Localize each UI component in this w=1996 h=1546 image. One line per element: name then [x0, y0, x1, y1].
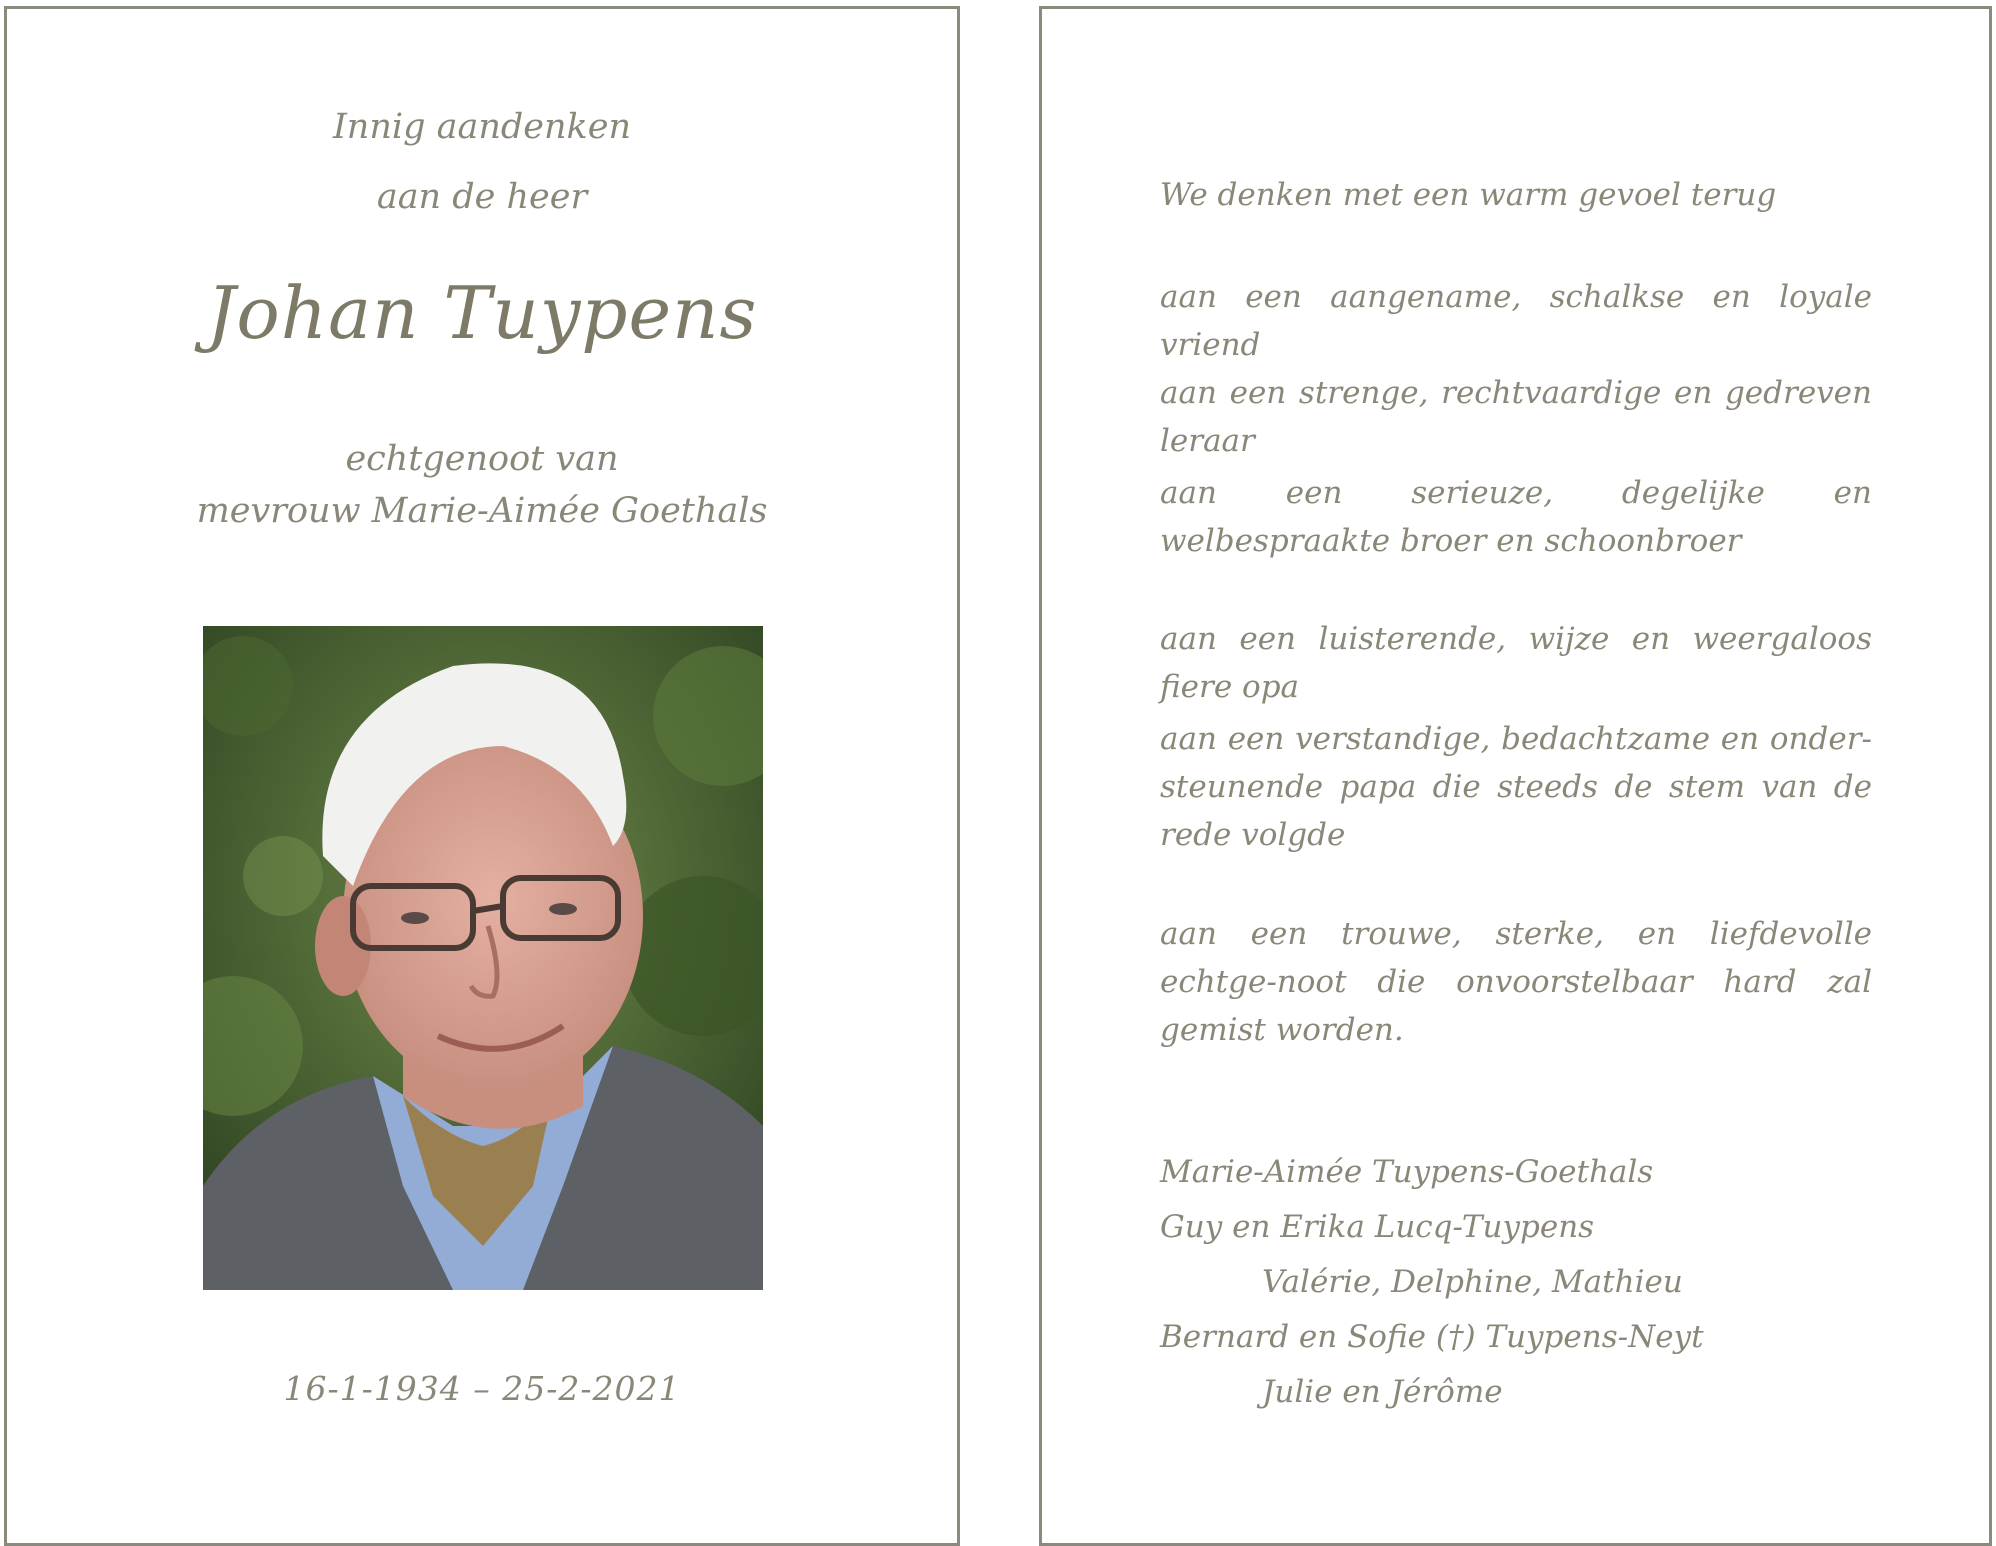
memory-paragraph-teacher: aan een strenge, rechtvaardige en gedreven leraar — [1160, 375, 1872, 459]
memory-paragraph-brother: aan een serieuze, degelijke en welbespraakte broer en schoonbroer — [1160, 475, 1872, 559]
family-member: Guy en Erika Lucq-Tuypens — [1160, 1209, 1595, 1245]
spouse-name: mevrouw Marie-Aimée Goethals — [196, 491, 768, 531]
memory-paragraph-intro: We denken met een warm gevoel terug — [1160, 177, 1777, 213]
deceased-name: Johan Tuypens — [206, 271, 758, 355]
spouse-line-echtgenoot: echtgenoot van — [345, 439, 619, 479]
memory-paragraph-grandpa: aan een luisterende, wijze en weergaloos fiere opa — [1160, 621, 1872, 705]
left-card-panel — [4, 6, 960, 1546]
portrait-photo — [203, 626, 763, 1290]
family-list — [1160, 1145, 1920, 1420]
memory-paragraph-husband: aan een trouwe, sterke, en liefdevolle echtge-noot die onvoorstelbaar hard zal gemist worden. — [1160, 916, 1872, 1048]
family-member-grandchildren: Valérie, Delphine, Mathieu — [1262, 1264, 1683, 1300]
life-dates: 16-1-1934 – 25-2-2021 — [283, 1369, 681, 1408]
right-card-panel — [1039, 6, 1992, 1546]
family-member: Marie-Aimée Tuypens-Goethals — [1160, 1154, 1654, 1190]
intro-line-aan-de-heer: aan de heer — [376, 177, 588, 217]
memory-paragraph-papa: aan een verstandige, bedachtzame en onder-steunende papa die steeds de stem van de rede volgde — [1160, 721, 1872, 853]
memory-paragraph-friend: aan een aangename, schalkse en loyale vriend — [1160, 279, 1872, 363]
family-member: Bernard en Sofie (†) Tuypens-Neyt — [1160, 1319, 1704, 1355]
intro-line-innig: Innig aandenken — [332, 107, 632, 147]
family-member-grandchildren: Julie en Jérôme — [1262, 1374, 1503, 1410]
